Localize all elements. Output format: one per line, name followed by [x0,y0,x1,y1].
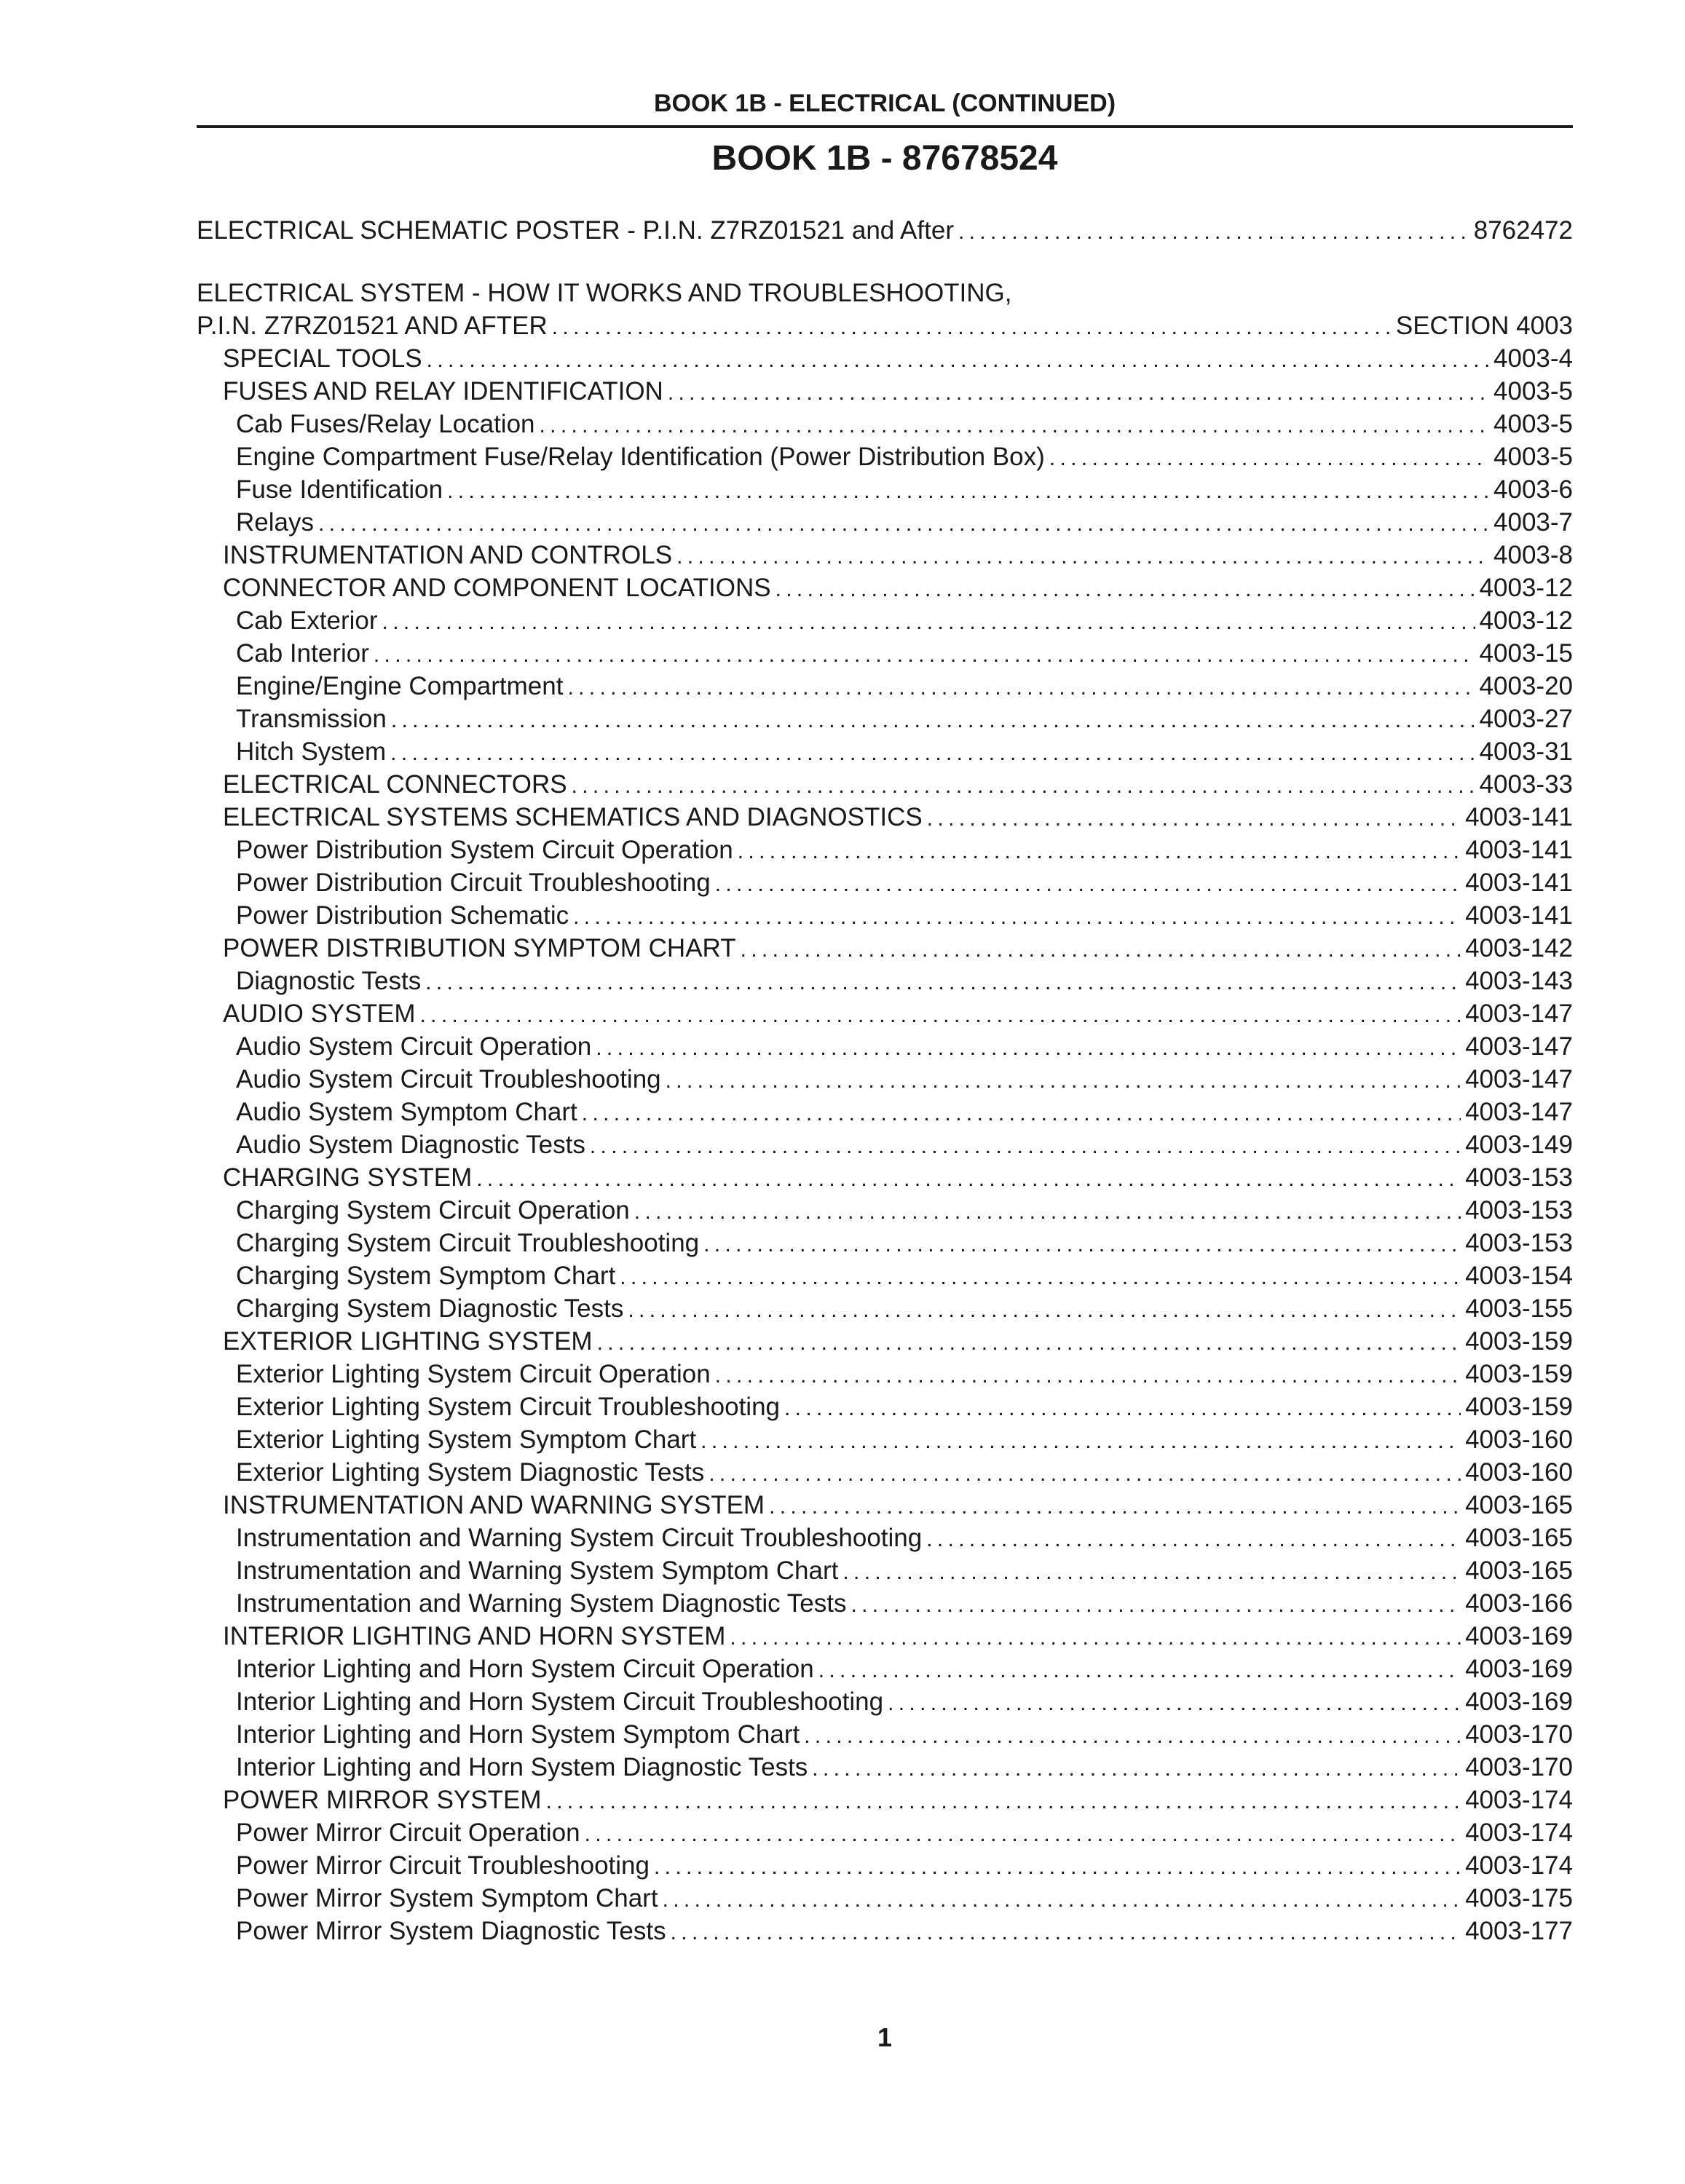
toc-entry-page: 4003-7 [1493,508,1573,537]
toc-entry-page: 4003-169 [1465,1688,1573,1716]
toc-entry-title: Exterior Lighting System Circuit Operation [236,1360,711,1388]
dot-leader [590,1130,1461,1161]
toc-entry-page: 4003-147 [1465,1065,1573,1093]
dot-leader [888,1687,1461,1718]
toc-entry-title: AUDIO SYSTEM [223,1000,416,1028]
toc-entry [197,408,1573,440]
toc-entry-page: 4003-159 [1465,1393,1573,1421]
toc-entry-page: SECTION 4003 [1395,312,1573,340]
toc-entry-page: 4003-153 [1465,1163,1573,1192]
dot-leader [552,311,1392,342]
toc-entry-title: POWER DISTRIBUTION SYMPTOM CHART [223,934,736,962]
toc-entry-title: ELECTRICAL SCHEMATIC POSTER - P.I.N. Z7RZ01521 and After [197,216,954,245]
toc-entry-page: 4003-147 [1465,1000,1573,1028]
toc-entry [197,440,1573,473]
toc-entry-page: 4003-177 [1465,1917,1573,1945]
toc-entry-page: 4003-159 [1465,1360,1573,1388]
toc-entry-title: INSTRUMENTATION AND WARNING SYSTEM [223,1491,765,1519]
dot-leader [318,507,1489,539]
toc-entry [197,1849,1573,1882]
dot-leader [597,1326,1461,1358]
dot-leader [818,1654,1461,1685]
toc-entry [197,768,1573,801]
toc-section-entry [197,309,1573,342]
toc-entry [197,1030,1573,1063]
toc-entry [197,342,1573,375]
toc-entry [197,932,1573,965]
dot-leader [620,1261,1461,1292]
toc-entry [197,1161,1573,1194]
toc-entry-page: 4003-4 [1493,344,1573,373]
toc-entry-page: 4003-160 [1465,1458,1573,1487]
toc-entry-page: 4003-5 [1493,410,1573,438]
toc-entry-title: Power Distribution System Circuit Operation [236,836,733,864]
dot-leader [668,376,1489,408]
toc-entry-title: Exterior Lighting System Diagnostic Tests [236,1458,705,1487]
toc-entry-title: Audio System Circuit Operation [236,1032,592,1061]
dot-leader [663,1883,1461,1915]
dot-leader [804,1720,1461,1751]
dot-leader [419,999,1461,1030]
toc-entry-title: Interior Lighting and Horn System Circuit Operation [236,1655,814,1683]
toc-entry [197,1620,1573,1653]
toc-entry-title: Power Distribution Schematic [236,901,569,930]
dot-leader [741,933,1461,965]
toc-entry-page: 4003-5 [1493,443,1573,471]
dot-leader [738,835,1461,866]
toc-entry [197,1685,1573,1718]
dot-leader [573,901,1461,932]
toc-entry [197,1653,1573,1685]
toc-entry-title: Instrumentation and Warning System Diagnostic Tests [236,1589,847,1618]
toc-entry-title: Charging System Symptom Chart [236,1262,616,1290]
toc-entry-title: Charging System Circuit Operation [236,1196,630,1224]
toc-entry [197,1456,1573,1489]
dot-leader [596,1032,1461,1063]
dot-leader [958,215,1469,247]
toc-entry [197,1292,1573,1325]
toc-entry [197,703,1573,735]
toc-entry-title: CHARGING SYSTEM [223,1163,473,1192]
toc-entry [197,1751,1573,1784]
toc-entry-page: 4003-153 [1465,1229,1573,1257]
dot-leader [1049,442,1489,473]
toc-entry-page: 4003-12 [1479,606,1573,635]
toc-entry-title: FUSES AND RELAY IDENTIFICATION [223,377,663,405]
toc-entry [197,735,1573,768]
dot-leader [784,1392,1461,1423]
toc-entry [197,1096,1573,1128]
toc-entry-title: Charging System Circuit Troubleshooting [236,1229,700,1257]
toc-entry-title: Interior Lighting and Horn System Symptom Chart [236,1720,800,1749]
toc-entry [197,1522,1573,1554]
toc-entry-page: 4003-154 [1465,1262,1573,1290]
dot-leader [671,1916,1461,1947]
toc-entry-page: 4003-20 [1479,672,1573,700]
dot-leader [382,606,1475,637]
toc-entry-page: 4003-147 [1465,1032,1573,1061]
toc-entry [197,866,1573,899]
toc-entry [197,1194,1573,1227]
toc-entry-title: Audio System Diagnostic Tests [236,1131,585,1159]
toc-entry [197,1554,1573,1587]
toc-entry-title: Engine/Engine Compartment [236,672,564,700]
dot-leader [654,1851,1461,1882]
toc-entry-title: Cab Interior [236,639,369,668]
toc-poster-entry [197,214,1573,247]
toc-entry-title: Interior Lighting and Horn System Diagnostic Tests [236,1753,808,1781]
spacer [197,247,1573,277]
toc-entry [197,637,1573,670]
toc-entry [197,1489,1573,1522]
book-title: BOOK 1B - 87678524 [711,139,1058,178]
dot-leader [769,1490,1461,1522]
toc-entry-title: CONNECTOR AND COMPONENT LOCATIONS [223,574,771,602]
page-number: 1 [877,2022,893,2052]
toc-entry [197,571,1573,604]
dot-leader [567,671,1475,703]
toc-entry [197,1784,1573,1816]
toc-entry-title: Power Distribution Circuit Troubleshooting [236,869,711,897]
toc-entry-title: Transmission [236,705,387,733]
toc-entry-page: 4003-143 [1465,967,1573,995]
toc-entry-title: Cab Fuses/Relay Location [236,410,535,438]
toc-entry [197,1325,1573,1358]
toc-entry-title: Relays [236,508,314,537]
document-page [197,0,1573,2184]
toc-entry [197,539,1573,571]
toc-entry-title: Charging System Diagnostic Tests [236,1294,624,1323]
toc-entry-title: INSTRUMENTATION AND CONTROLS [223,541,673,569]
toc-entry-title: Exterior Lighting System Circuit Troubleshooting [236,1393,781,1421]
toc-entry [197,1063,1573,1096]
toc-entry-page: 4003-174 [1465,1851,1573,1880]
toc-entry-list [197,342,1573,1947]
toc-entry [197,604,1573,637]
toc-entry-title: Audio System Circuit Troubleshooting [236,1065,661,1093]
toc-entry [197,899,1573,932]
dot-leader [390,737,1475,768]
toc-entry-title: Hitch System [236,737,387,766]
toc-entry-title: Power Mirror Circuit Troubleshooting [236,1851,650,1880]
toc-entry-page: 4003-141 [1465,836,1573,864]
toc-entry-title: Power Mirror System Symptom Chart [236,1884,658,1912]
toc-entry-page: 4003-31 [1479,737,1573,766]
toc-entry [197,834,1573,866]
dot-leader [715,868,1461,899]
toc-entry-title: Interior Lighting and Horn System Circuit Troubleshooting [236,1688,884,1716]
toc-entry-page: 4003-141 [1465,901,1573,930]
dot-leader [476,1163,1461,1194]
toc-entry-page: 4003-174 [1465,1786,1573,1814]
toc-entry [197,506,1573,539]
toc-entry-title: Fuse Identification [236,475,443,504]
toc-entry-title: INTERIOR LIGHTING AND HORN SYSTEM [223,1622,726,1650]
toc-entry [197,473,1573,506]
dot-leader [842,1556,1461,1587]
dot-leader [812,1752,1461,1784]
toc-entry-title: Engine Compartment Fuse/Relay Identification (Power Distribution Box) [236,443,1045,471]
toc-entry-title: SPECIAL TOOLS [223,344,422,373]
toc-entry-page: 4003-160 [1465,1425,1573,1454]
toc-entry-title: Cab Exterior [236,606,378,635]
toc-entry-title: Instrumentation and Warning System Circuit Troubleshooting [236,1524,923,1552]
dot-leader [851,1588,1461,1620]
toc-entry-page: 4003-149 [1465,1131,1573,1159]
toc-entry-page: 4003-174 [1465,1819,1573,1847]
dot-leader [926,1523,1461,1554]
toc-entry [197,375,1573,408]
dot-leader [927,802,1461,834]
toc-entry-page: 4003-155 [1465,1294,1573,1323]
toc-entry-page: 4003-6 [1493,475,1573,504]
dot-leader [546,1785,1461,1816]
header-rule [197,125,1573,128]
toc-entry-page: 4003-165 [1465,1524,1573,1552]
toc-entry-page: 4003-141 [1465,803,1573,831]
toc-entry-page: 4003-169 [1465,1622,1573,1650]
toc-entry-title: Power Mirror Circuit Operation [236,1819,580,1847]
dot-leader [709,1457,1461,1489]
dot-leader [582,1097,1461,1128]
toc-entry [197,1390,1573,1423]
toc-entry-page: 4003-166 [1465,1589,1573,1618]
dot-leader [634,1195,1461,1227]
toc-entry-page: 4003-142 [1465,934,1573,962]
toc-entry [197,965,1573,997]
toc-entry-title: Exterior Lighting System Symptom Chart [236,1425,697,1454]
toc-entry-title: ELECTRICAL SYSTEMS SCHEMATICS AND DIAGNOSTICS [223,803,923,831]
toc-entry [197,1816,1573,1849]
dot-leader [701,1425,1461,1456]
dot-leader [666,1064,1461,1096]
toc-entry-page: 4003-153 [1465,1196,1573,1224]
toc-entry-page: 4003-165 [1465,1491,1573,1519]
toc-entry-title: Instrumentation and Warning System Symptom Chart [236,1556,839,1585]
toc-entry [197,801,1573,834]
toc-entry-page: 4003-165 [1465,1556,1573,1585]
toc-entry [197,1587,1573,1620]
toc-entry [197,1423,1573,1456]
running-head: BOOK 1B - ELECTRICAL (CONTINUED) [653,90,1116,117]
toc-entry [197,1259,1573,1292]
toc-entry-page: 4003-15 [1479,639,1573,668]
toc-entry-title: ELECTRICAL CONNECTORS [223,770,567,799]
dot-leader [730,1621,1461,1653]
toc-entry [197,1128,1573,1161]
toc-entry [197,997,1573,1030]
table-of-contents [197,214,1573,1947]
toc-entry-title: Audio System Symptom Chart [236,1098,577,1126]
toc-entry-page: 4003-8 [1493,541,1573,569]
toc-entry-page: 4003-175 [1465,1884,1573,1912]
dot-leader [715,1359,1461,1390]
dot-leader [676,540,1489,571]
toc-entry-page: 4003-5 [1493,377,1573,405]
dot-leader [374,638,1475,670]
dot-leader [391,704,1475,735]
toc-entry-page: 4003-170 [1465,1753,1573,1781]
dot-leader [447,475,1489,506]
toc-entry [197,1915,1573,1947]
toc-entry-title: Diagnostic Tests [236,967,422,995]
toc-entry-title: Power Mirror System Diagnostic Tests [236,1917,666,1945]
dot-leader [703,1228,1461,1259]
toc-entry-page: 4003-169 [1465,1655,1573,1683]
toc-entry [197,1227,1573,1259]
toc-entry-page: 4003-170 [1465,1720,1573,1749]
toc-entry-page: 4003-33 [1479,770,1573,799]
toc-entry-title: P.I.N. Z7RZ01521 AND AFTER [197,312,548,340]
dot-leader [585,1818,1461,1849]
toc-entry-page: 4003-12 [1479,574,1573,602]
dot-leader [776,573,1475,604]
dot-leader [425,966,1461,997]
toc-entry [197,1718,1573,1751]
toc-entry [197,1358,1573,1390]
toc-entry-title: EXTERIOR LIGHTING SYSTEM [223,1327,593,1356]
toc-section-title-line1: ELECTRICAL SYSTEM - HOW IT WORKS AND TROUBLESHOOTING, [197,279,1012,307]
dot-leader [628,1294,1461,1325]
dot-leader [427,344,1489,375]
toc-entry-page: 4003-27 [1479,705,1573,733]
toc-entry-page: 4003-159 [1465,1327,1573,1356]
toc-entry-title: POWER MIRROR SYSTEM [223,1786,542,1814]
toc-entry [197,670,1573,703]
toc-entry-page: 8762472 [1473,216,1573,245]
toc-entry-page: 4003-141 [1465,869,1573,897]
toc-entry-page: 4003-147 [1465,1098,1573,1126]
dot-leader [572,769,1475,801]
dot-leader [540,409,1490,440]
toc-entry [197,1882,1573,1915]
